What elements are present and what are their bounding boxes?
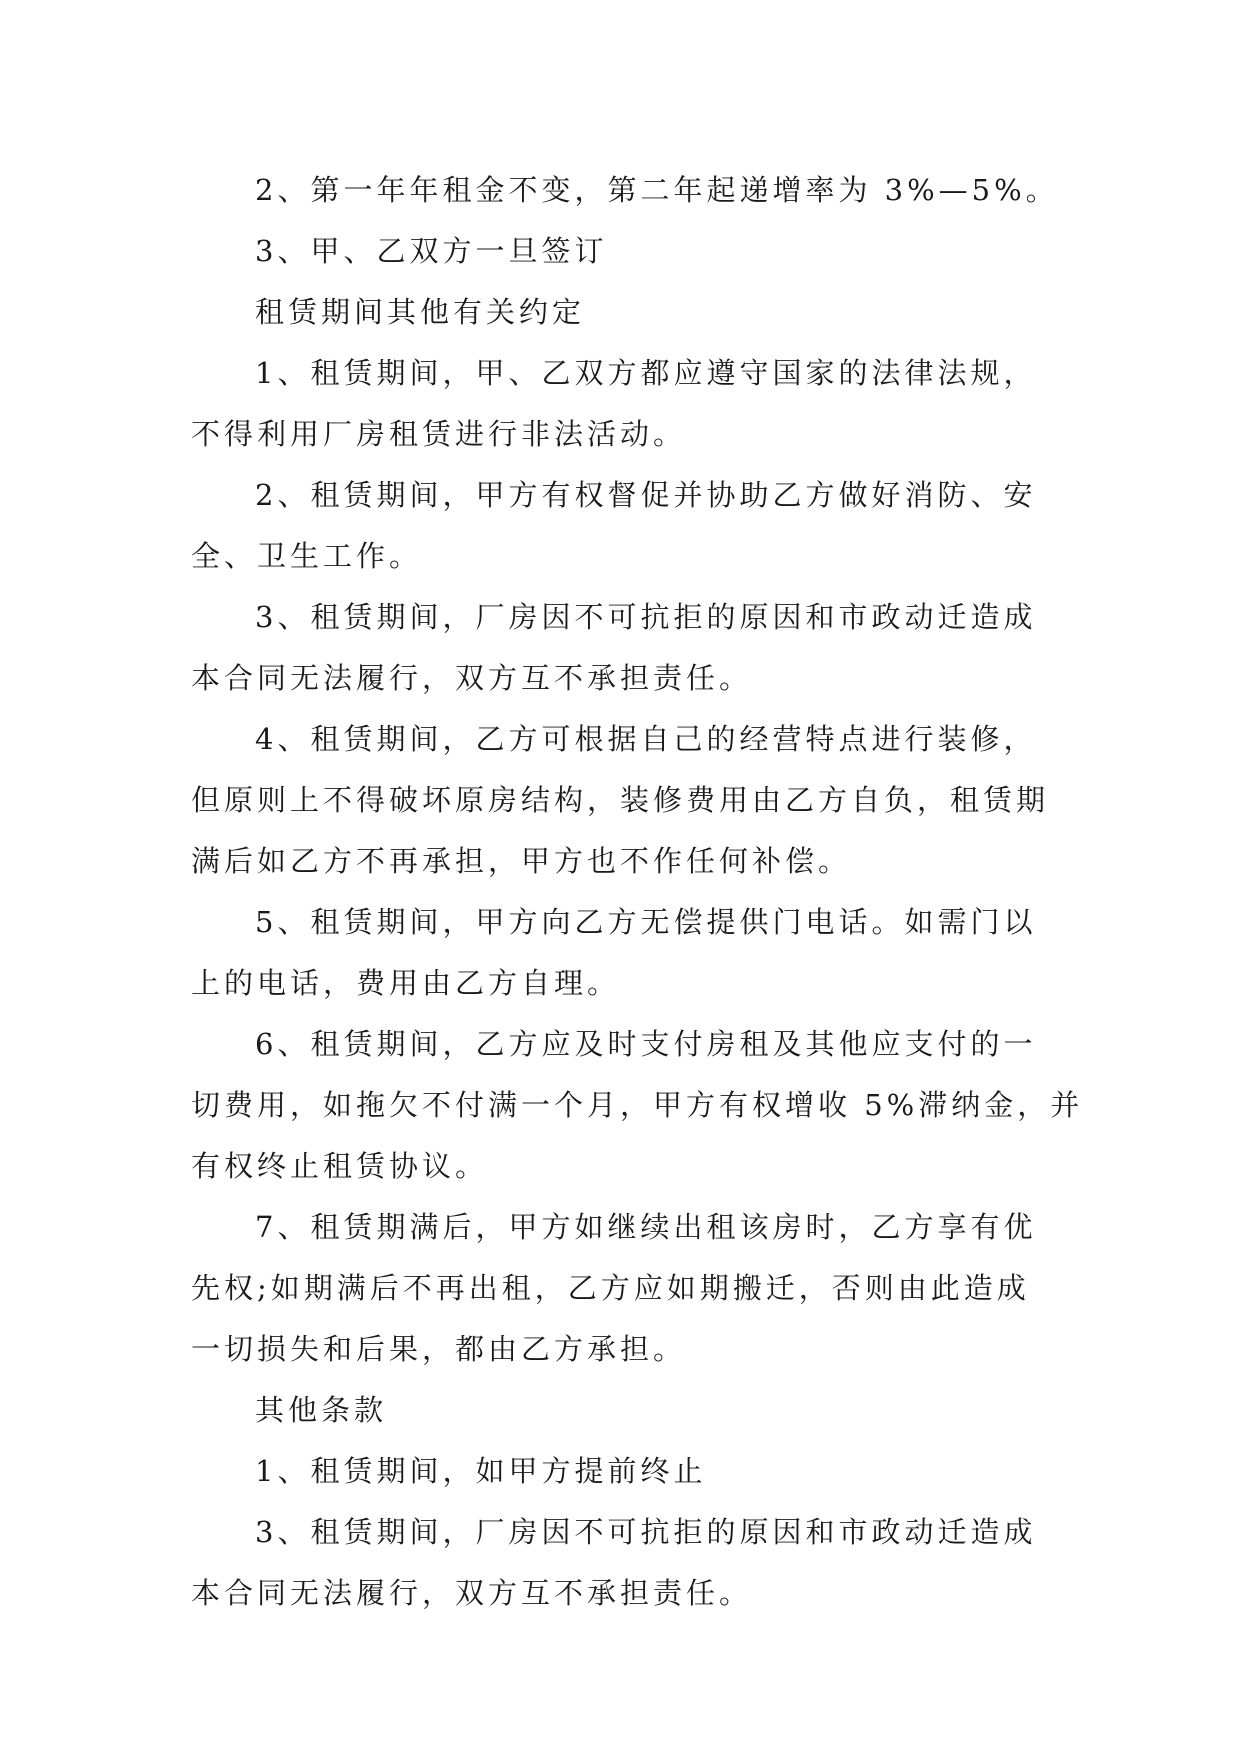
- text-line: 不得利用厂房租赁进行非法活动。: [191, 417, 687, 451]
- paragraph-other-clause-1: [191, 1441, 1051, 1502]
- text-line: 其他条款: [255, 1393, 388, 1427]
- text-line: 先权;如期满后不再出租，乙方应如期搬迁，否则由此造成: [191, 1271, 1030, 1305]
- text-line: 上的电话，费用由乙方自理。: [191, 966, 621, 1000]
- text-line: 全、卫生工作。: [191, 539, 423, 573]
- paragraph-clause-3: [191, 587, 1051, 709]
- text-line: 7、租赁期满后，甲方如继续出租该房时，乙方享有优: [255, 1210, 1037, 1244]
- text-line: 切费用，如拖欠不付满一个月，甲方有权增收 5%滞纳金，并: [191, 1088, 1084, 1122]
- paragraph-clause-7: [191, 1197, 1051, 1380]
- document-body: [191, 160, 1084, 1624]
- text-line: 满后如乙方不再承担，甲方也不作任何补偿。: [191, 844, 852, 878]
- paragraph-clause-5: [191, 892, 1051, 1014]
- text-line: 本合同无法履行，双方互不承担责任。: [191, 661, 753, 695]
- text-line: 租赁期间其他有关约定: [255, 295, 586, 329]
- section-heading-other-terms: [191, 1380, 1051, 1441]
- text-line: 1、租赁期间，甲、乙双方都应遵守国家的法律法规，: [255, 356, 1037, 390]
- text-line: 但原则上不得破坏原房结构，装修费用由乙方自负，租赁期: [191, 783, 1050, 817]
- text-line: 4、租赁期间，乙方可根据自己的经营特点进行装修，: [255, 722, 1037, 756]
- text-line: 5、租赁期间，甲方向乙方无偿提供门电话。如需门以: [255, 905, 1037, 939]
- text-line: 2、第一年年租金不变，第二年起递增率为 3%—5%。: [255, 173, 1059, 207]
- text-line: 有权终止租赁协议。: [191, 1149, 489, 1183]
- text-line: 1、租赁期间，如甲方提前终止: [255, 1454, 707, 1488]
- section-heading-lease-terms: [191, 282, 1051, 343]
- text-line: 2、租赁期间，甲方有权督促并协助乙方做好消防、安: [255, 478, 1037, 512]
- text-line: 3、租赁期间，厂房因不可抗拒的原因和市政动迁造成: [255, 1515, 1037, 1549]
- paragraph-clause-6: [191, 1014, 1084, 1197]
- paragraph-clause-1: [191, 343, 1051, 465]
- text-line: 一切损失和后果，都由乙方承担。: [191, 1332, 687, 1366]
- paragraph-clause-4: [191, 709, 1051, 892]
- paragraph-rent-increase: [191, 160, 1059, 221]
- text-line: 3、甲、乙双方一旦签订: [255, 234, 608, 268]
- text-line: 本合同无法履行，双方互不承担责任。: [191, 1576, 753, 1610]
- text-line: 6、租赁期间，乙方应及时支付房租及其他应支付的一: [255, 1027, 1037, 1061]
- text-line: 3、租赁期间，厂房因不可抗拒的原因和市政动迁造成: [255, 600, 1037, 634]
- paragraph-clause-2: [191, 465, 1051, 587]
- paragraph-signing: [191, 221, 1051, 282]
- paragraph-other-clause-3: [191, 1502, 1051, 1624]
